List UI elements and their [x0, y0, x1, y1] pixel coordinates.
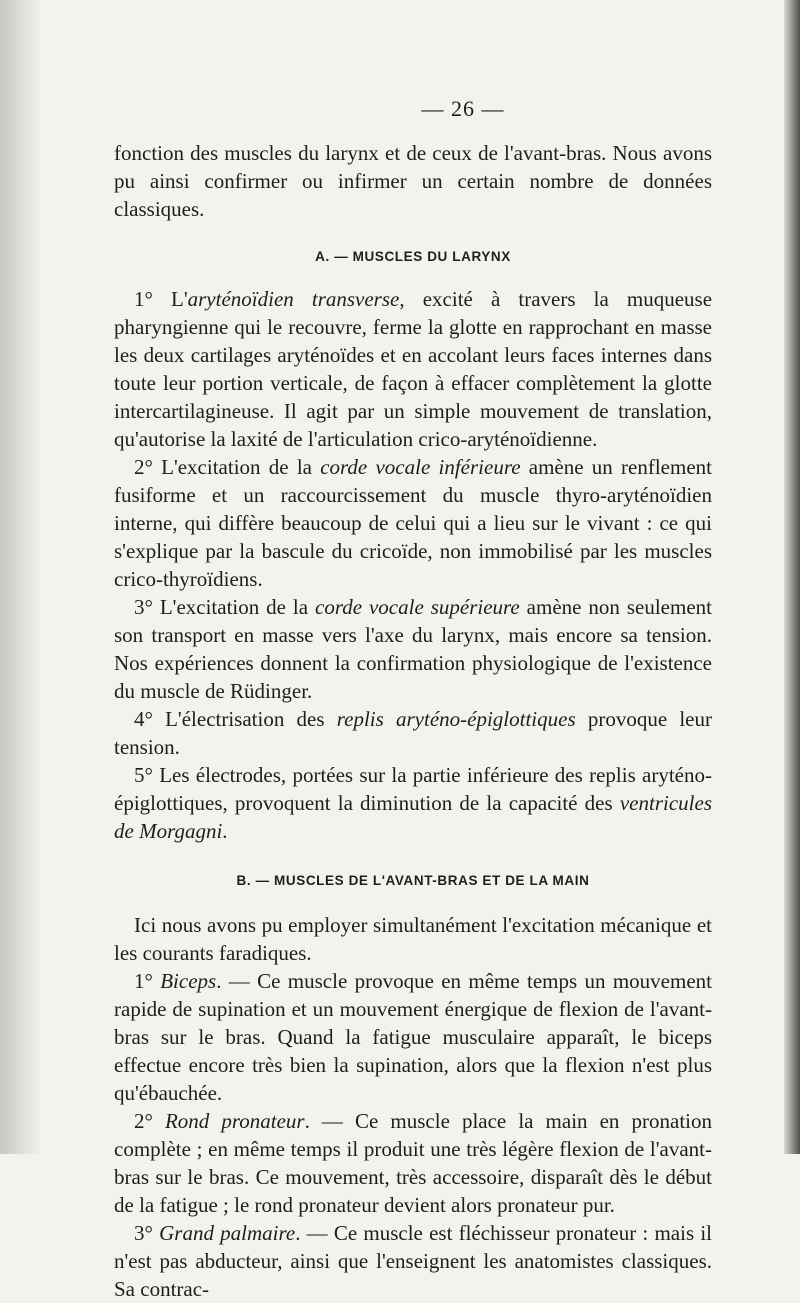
muscle-name: Rond pronateur — [164, 1109, 305, 1133]
page-edge-shadow — [784, 0, 800, 1154]
section-a-heading: A. — MUSCLES DU LARYNX — [315, 249, 511, 264]
larynx-paragraph-1 — [114, 285, 712, 453]
paragraph-prefix: 5° Les électrodes, portées sur la partie inférieure des replis aryténo-épiglottiques, provoquent la diminution de la capacité des — [114, 763, 712, 815]
page-content — [114, 95, 712, 1303]
page-number: — 26 — — [421, 96, 505, 121]
larynx-paragraph-5 — [114, 761, 712, 845]
intro-paragraph: fonction des muscles du larynx et de ceux de l'avant-bras. Nous avons pu ainsi confirmer ou infirmer un certain nombre de données classiques. — [114, 141, 712, 221]
paragraph-prefix: 3° L'excitation de la — [134, 595, 316, 619]
muscle-name: corde vocale inférieure — [320, 455, 521, 479]
paragraph-text: . — Ce muscle est fléchisseur pronateur : mais il n'est pas abducteur, ainsi que l'enseignent les anatomistes classiques. Sa contrac- — [114, 1221, 712, 1301]
paragraph-text: . — Ce muscle provoque en même temps un mouvement rapide de supination et un mouvement énergique de flexion de l'avant-bras sur le bras. Quand la fatigue musculaire apparaît, le biceps effectue encore très bien la supination, alors que la flexion n'est plus qu'ébauchée. — [114, 969, 712, 1105]
larynx-paragraph-2 — [114, 453, 712, 593]
paragraph-text: amène un renflement fusiforme et un raccourcissement du muscle thyro-aryténoïdien interne, qui diffère beaucoup de celui qui a lieu sur le vivant : ce qui s'explique par la bascule du cricoïde, non immobilisé par les muscles crico-thyroïdiens. — [114, 455, 712, 591]
paragraph-text: . — [222, 819, 228, 843]
paragraph-prefix: 4° L'électrisation des — [134, 707, 337, 731]
muscle-name: Biceps — [160, 969, 217, 993]
muscle-name: replis aryténo-épiglottiques — [336, 707, 576, 731]
muscle-name: aryténoïdien transverse — [187, 287, 400, 311]
page-gutter-shadow — [0, 0, 40, 1154]
muscle-name: Grand palmaire — [159, 1221, 296, 1245]
paragraph-prefix: 2° — [134, 1109, 165, 1133]
paragraph-prefix: 3° — [134, 1221, 160, 1245]
paragraph-text: amène non seulement son transport en masse vers l'axe du larynx, mais encore sa tension. Nos expériences donnent la confirmation physiologique de l'existence du muscle de Rüdinger. — [114, 595, 712, 703]
paragraph-text: , excité à travers la muqueuse pharyngienne qui le recouvre, ferme la glotte en rapprochant en masse les deux cartilages aryténoïdes et en accolant leurs faces internes dans toute leur portion verticale, de façon à effacer complètement la glotte intercartilagineuse. Il agit par un simple mouvement de translation, qu'autorise la laxité de l'articulation crico-aryténoïdienne. — [114, 287, 713, 451]
muscle-name: corde vocale supérieure — [315, 595, 520, 619]
muscle-name: ventricules de Morgagni — [114, 791, 712, 843]
paragraph-prefix: 2° L'excitation de la — [134, 455, 321, 479]
forearm-paragraph-1 — [114, 967, 712, 1107]
paragraph-prefix: 1° L' — [134, 287, 188, 311]
paragraph-text: provoque leur tension. — [114, 707, 712, 759]
section-b-heading: B. — MUSCLES DE L'AVANT-BRAS ET DE LA MAIN — [236, 873, 590, 888]
paragraph-text: . — Ce muscle place la main en pronation complète ; en même temps il produit une très légère flexion de l'avant-bras sur le bras. Ce mouvement, très accessoire, disparaît dès le début de la fatigue ; le rond pronateur devient alors pronateur pur. — [114, 1109, 712, 1217]
larynx-paragraph-4 — [114, 705, 712, 761]
forearm-intro-paragraph: Ici nous avons pu employer simultanément l'excitation mécanique et les courants faradiques. — [114, 913, 712, 965]
forearm-paragraph-2 — [114, 1107, 712, 1219]
paragraph-prefix: 1° — [134, 969, 161, 993]
larynx-paragraph-3 — [114, 593, 712, 705]
forearm-paragraph-3 — [114, 1219, 712, 1303]
